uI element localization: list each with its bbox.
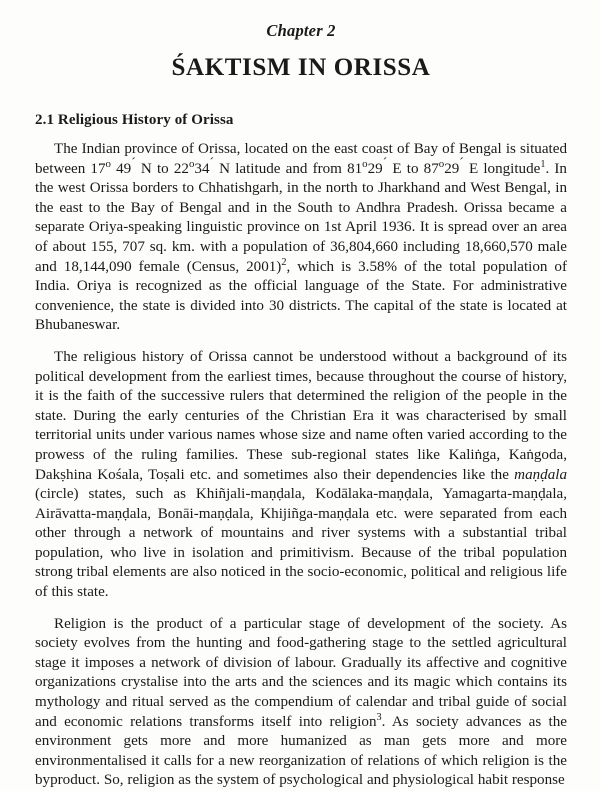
prime-symbol: ´ xyxy=(382,154,388,170)
paragraph-geography xyxy=(35,129,567,336)
degree-symbol: o xyxy=(105,157,111,170)
chapter-label: Chapter 2 xyxy=(266,21,336,40)
term-mandala: maṇḍala xyxy=(514,466,567,483)
paragraph-text-segment: The religious history of Orissa cannot be understood without a background of its political development from the earliest times, because throughout the course of history, it is the faith of the successive rulers that determined the religion of the people in the state. During the early centuries of the Christian Era it was characterised by small territorial units under various names whose size and name often varied according to the prowess of the ruling families. These sub-regional states like Kaliṅga, Kaṅgoda, Dakṣhina Kośala, Toṣali etc. and sometimes also their dependencies like the xyxy=(35,348,567,483)
section-heading: 2.1 Religious History of Orissa xyxy=(35,112,234,128)
paragraph-text-segment: 34 xyxy=(194,160,210,177)
paragraph-text-segment: N latitude and from 81 xyxy=(214,160,363,177)
prime-symbol: ´ xyxy=(131,154,136,170)
degree-symbol: o xyxy=(438,157,445,170)
paragraph-text-segment: (circle) states, such as Khiñjali-maṇḍala, Kodālaka-maṇḍala, Yamagarta-maṇḍala, Airāvatta-maṇḍala, Bonāi-maṇḍala, Khijiñga-maṇḍala etc. were separated from each other through a network of mountains and river systems with a substantial tribal population, who live in isolation and primitivism. Because of the tribal population strong tribal elements are also noticed in the socio-economic, political and religious life of this state. xyxy=(35,486,567,601)
degree-symbol: o xyxy=(188,157,195,170)
footnote-marker-1: 1 xyxy=(540,158,546,170)
paragraph-text-segment: . As society advances as the environment gets more and more humanized as man gets more and more environmentalised it calls for a new reorganization of relations of which religion is the byproduct. So, religion as the system of psychological and physiological habit response xyxy=(35,713,567,789)
paragraph-religious-history xyxy=(35,336,567,603)
paragraph-text-segment: . In the west Orissa borders to Chhatishgarh, in the north to Jharkhand and West Bengal, in the east to the Bay of Bengal and in the South to Andhra Pradesh. Orissa became a separate Oriya-speaking linguistic province on 1st April 1936. It is spread over an area of about 155, 707 sq. km. with a population of 36,804,660 including 18,660,570 male and 18,144,090 female (Census, 2001) xyxy=(35,160,567,275)
paragraph-text-segment: 29 xyxy=(367,160,383,177)
paragraph-text-segment: E longitude xyxy=(463,160,541,177)
chapter-title: ŚAKTISM IN ORISSA xyxy=(171,54,431,81)
paragraph-text-segment: , which is 3.58% of the total population of India. Oriya is recognized as the official language of the State. For administrative convenience, the state is divided into 30 districts. The capital of the state is located at Bhubaneswar. xyxy=(35,258,567,334)
prime-symbol: ´ xyxy=(209,154,215,170)
paragraph-text-segment: 29 xyxy=(444,160,460,177)
paragraph-text-segment: 49 xyxy=(110,160,132,177)
degree-symbol: o xyxy=(362,157,368,170)
paragraph-text-segment: The Indian province of Orissa, located on the east coast of Bay of Bengal is situated between 17 xyxy=(35,141,567,177)
paragraph-religion-definition xyxy=(35,603,567,791)
prime-symbol: ´ xyxy=(459,154,464,170)
paragraph-text-segment: N to 22 xyxy=(135,160,189,177)
paragraph-text-segment: E to 87 xyxy=(387,160,439,177)
paragraph-text-segment: Religion is the product of a particular stage of development of the society. As society evolves from the hunting and food-gathering stage to the settled agricultural stage it imposes a network of division of labour. Gradually its affective and cognitive organizations crystalise into the arts and the sciences and its magic which contains its mythology and ritual served as the compendium of calendar and tribal guide of social and economic relations transforms itself into religion xyxy=(35,615,567,730)
footnote-marker-2: 2 xyxy=(281,256,287,268)
footnote-marker-3: 3 xyxy=(376,711,382,723)
